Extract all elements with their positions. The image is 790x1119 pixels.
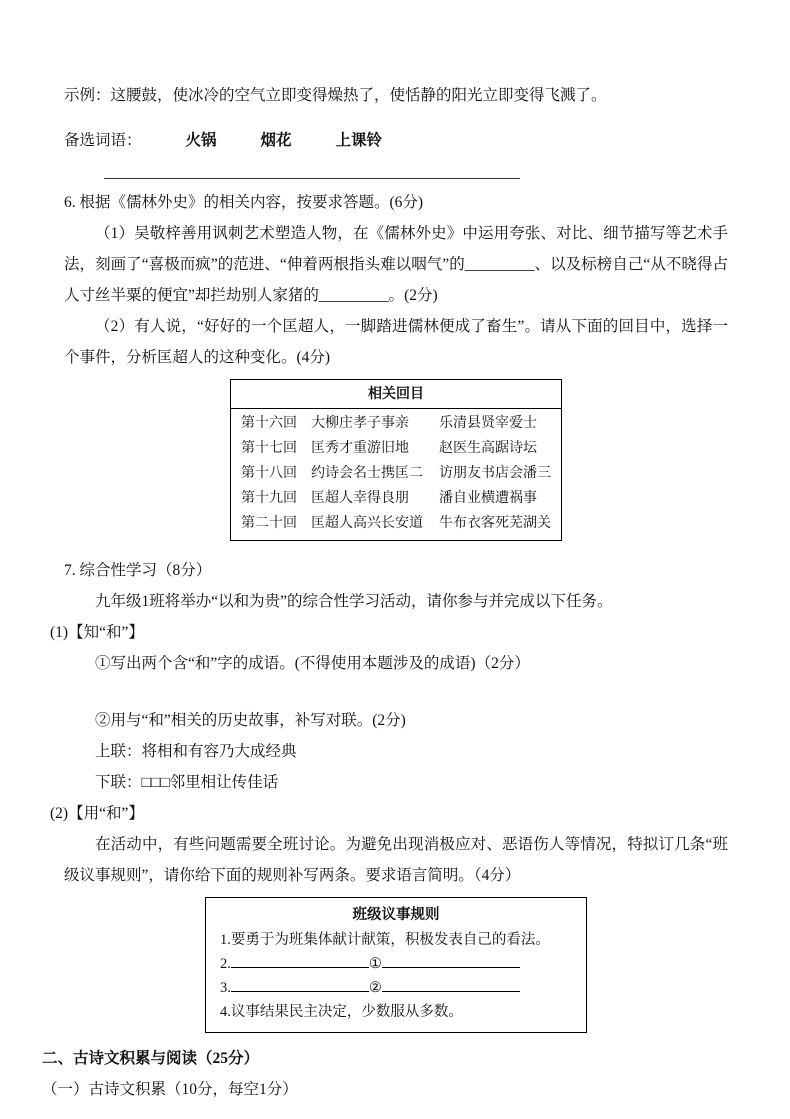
- q7-answer-space: [64, 679, 728, 705]
- chapter-event-1: 大柳庄孝子事亲: [311, 416, 409, 431]
- chapter-event-1: 匡超人幸得良朋: [311, 491, 409, 506]
- chapter-event-2: 赵医生高踞诗坛: [439, 441, 537, 456]
- chapter-number: 第十九回: [241, 491, 297, 506]
- table-row: [231, 411, 561, 436]
- rule-1: 1.要勇于为班集体献计献策，积极发表自己的看法。: [220, 932, 550, 948]
- chapter-event-2: 牛布衣客死芜湖关: [439, 516, 551, 531]
- rules-table-title: 班级议事规则: [352, 907, 440, 923]
- chapter-event-1: 匡秀才重游旧地: [311, 441, 409, 456]
- chapters-table-title: 相关回目: [231, 380, 561, 409]
- q6-part1: （1）吴敬梓善用讽刺艺术塑造人物，在《儒林外史》中运用夸张、对比、细节描写等艺术手法，刻画了“喜极而疯”的范进、“伸着两根指头难以咽气”的_________、以及标榜自己“从不晓得占人寸丝半粟的便宜”却拦劫别人家猪的_________。(2分): [64, 225, 728, 304]
- section2-title: 二、古诗文积累与阅读（25分）: [42, 1050, 260, 1067]
- word-bank-line: [64, 125, 728, 156]
- rule-3-blank: [220, 976, 572, 1000]
- table-row: [231, 511, 561, 536]
- q7-task3: 在活动中，有些问题需要全班讨论。为避免出现消极应对、恶语伤人等情况，特拟订几条“班级议事规则”，请你给下面的规则补写两条。要求语言简明。（4分）: [64, 836, 728, 884]
- q7-task2: ②用与“和”相关的历史故事，补写对联。(2分): [95, 712, 406, 729]
- table-row: [231, 461, 561, 486]
- q7-sub2-label: (2)【用“和”】: [50, 805, 144, 822]
- word-bank-word-1: 火锅: [185, 132, 217, 149]
- rule-2-prefix: 2.: [220, 956, 231, 972]
- chapter-number: 第十八回: [241, 466, 297, 481]
- rule-2-blank: [220, 952, 572, 976]
- blank-line-segment: [231, 953, 369, 968]
- q7-sub1-label: (1)【知“和”】: [50, 624, 144, 641]
- chapter-number: 第十六回: [241, 416, 297, 431]
- couplet-lower: 下联：□□□邻里相让传佳话: [95, 774, 279, 791]
- blank-marker-1: ①: [368, 956, 382, 972]
- blank-line-segment: [231, 977, 369, 992]
- example-line: 示例：这腰鼓，使冰冷的空气立即变得燥热了，使恬静的阳光立即变得飞溅了。: [64, 87, 607, 104]
- blank-line-segment: [382, 953, 520, 968]
- chapter-event-2: 潘自业横遭祸事: [439, 491, 537, 506]
- word-bank-label: 备选词语：: [64, 132, 142, 149]
- chapter-event-1: 匡超人高兴长安道: [311, 516, 423, 531]
- q6-part2: （2）有人说，“好好的一个匡超人，一脚踏进儒林便成了畜生”。请从下面的回目中，选择一个事件，分析匡超人的这种变化。(4分): [64, 318, 728, 366]
- couplet-upper: 上联：将相和有容乃大成经典: [95, 743, 297, 760]
- chapter-event-2: 访朋友书店会潘三: [439, 466, 551, 481]
- q7-intro: 九年级1班将举办“以和为贵”的综合性学习活动，请你参与并完成以下任务。: [95, 593, 613, 610]
- q6-title: 6. 根据《儒林外史》的相关内容，按要求答题。(6分): [64, 194, 424, 211]
- rule-4: 4.议事结果民主决定，少数服从多数。: [220, 1004, 463, 1020]
- blank-line-segment: [382, 977, 520, 992]
- chapters-table: [230, 379, 562, 541]
- answer-blank-line: [104, 158, 520, 179]
- q7-title: 7. 综合性学习（8分）: [64, 562, 212, 579]
- table-row: [231, 486, 561, 511]
- chapter-number: 第二十回: [241, 516, 297, 531]
- chapter-event-2: 乐清县贤宰爱士: [439, 416, 537, 431]
- rules-table: [205, 897, 587, 1033]
- blank-marker-2: ②: [368, 980, 382, 996]
- q7-task1: ①写出两个含“和”字的成语。(不得使用本题涉及的成语)（2分）: [95, 655, 530, 672]
- word-bank-word-2: 烟花: [260, 132, 292, 149]
- chapter-number: 第十七回: [241, 441, 297, 456]
- rule-3-prefix: 3.: [220, 980, 231, 996]
- chapter-event-1: 约诗会名士携匡二: [311, 466, 423, 481]
- word-bank-word-3: 上课铃: [335, 132, 383, 149]
- section2-sub: （一）古诗文积累（10分，每空1分）: [42, 1081, 298, 1098]
- table-row: [231, 436, 561, 461]
